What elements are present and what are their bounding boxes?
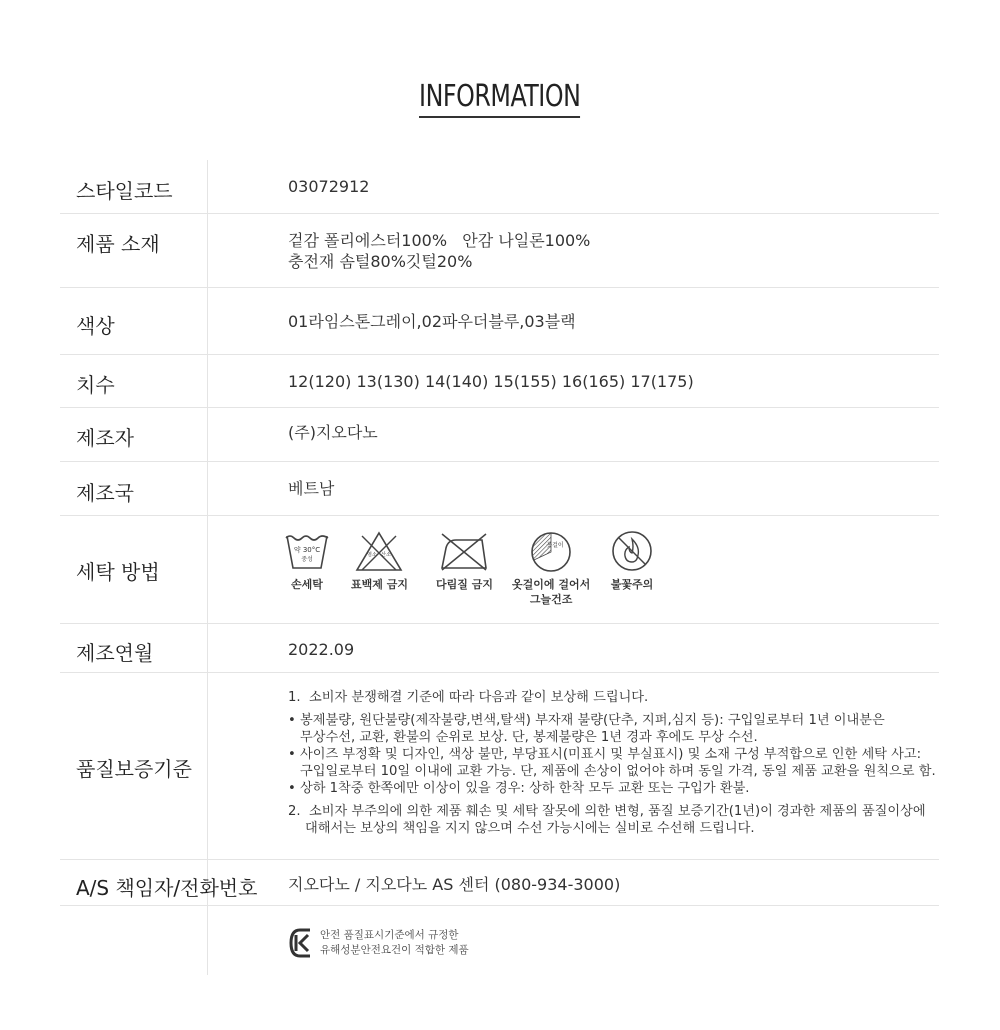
value-as: 지오다노 / 지오다노 AS 센터 (080-934-3000): [288, 875, 621, 894]
value-date: 2022.09: [288, 640, 355, 659]
row-style-code: [60, 160, 939, 214]
quality-bullet-2a: 사이즈 부정확 및 디자인, 색상 불만, 부당표시(미표시 및 부실표시) 및 소재 구성 부적합으로 인한 세탁 사고:: [300, 747, 922, 762]
kc-certification: [288, 926, 469, 960]
kc-line-1: 안전 품질표시기준에서 규정한: [320, 929, 459, 941]
label-color: 색상: [76, 314, 115, 338]
row-maker: [60, 408, 939, 462]
care-hand-wash: [284, 530, 330, 592]
caption-no-fire: 불꽃주의: [610, 578, 654, 591]
label-date: 제조연월: [76, 641, 154, 665]
no-bleach-icon: [354, 530, 404, 574]
quality-bullet-2: [288, 746, 938, 780]
hang-dry-hanger: 옷걸이: [546, 542, 564, 549]
kc-line-2: 유해성분안전요건이 적합한 제품: [320, 944, 469, 956]
kc-mark-icon: [288, 926, 314, 960]
page-title: [0, 80, 1000, 118]
no-fire-icon: [609, 530, 655, 574]
row-size: [60, 355, 939, 408]
value-style-code: 03072912: [288, 177, 370, 196]
label-as: A/S 책임자/전화번호: [76, 876, 258, 900]
care-no-fire: [609, 530, 655, 592]
quality-bullet-3a: 상하 1착중 한쪽에만 이상이 있을 경우: 상하 한착 모두 교환 또는 구입가 환불.: [300, 781, 750, 796]
kc-text: [320, 928, 469, 958]
label-country: 제조국: [76, 481, 134, 505]
quality-bullet-3: [288, 780, 938, 797]
material-line-1: 겉감 폴리에스터100% 안감 나일론100%: [288, 231, 591, 250]
row-as: [60, 860, 939, 906]
care-no-iron: [436, 530, 493, 592]
quality-item-2b: 대해서는 보상의 책임을 지지 않으며 수선 가능시에는 실비로 수선해 드립니다.: [305, 821, 755, 836]
no-bleach-oxygen: 산소: [381, 552, 392, 558]
caption-hang-dry-2: 그늘건조: [529, 593, 573, 606]
caption-hand-wash: 손세탁: [291, 578, 323, 591]
row-quality: [60, 673, 939, 860]
caption-no-bleach: 표백제 금지: [351, 578, 408, 591]
quality-text: [288, 689, 938, 837]
value-color: 01라임스톤그레이,02파우더블루,03블랙: [288, 312, 576, 331]
value-maker: (주)지오다노: [288, 423, 378, 442]
quality-item-2a: 2. 소비자 부주의에 의한 제품 훼손 및 세탁 잘못에 의한 변형, 품질 보증기간(1년)이 경과한 제품의 품질이상에: [288, 804, 926, 819]
label-material: 제품 소재: [76, 232, 160, 256]
caption-no-iron: 다림질 금지: [436, 578, 493, 591]
bullet-3: •: [288, 781, 296, 796]
bullet-2: •: [288, 747, 296, 762]
label-maker: 제조자: [76, 426, 134, 450]
row-color: [60, 288, 939, 355]
value-size: 12(120) 13(130) 14(140) 15(155) 16(165) 17(175): [288, 372, 694, 391]
quality-bullet-1: [288, 712, 938, 746]
material-line-2: 충전재 솜털80%깃털20%: [288, 252, 473, 271]
hand-wash-neutral: 중성: [301, 556, 313, 563]
no-bleach-chlorine: 염소: [367, 552, 378, 558]
no-iron-icon: [438, 530, 490, 574]
value-country: 베트남: [288, 479, 335, 498]
hang-dry-shade-icon: [528, 530, 574, 574]
quality-item-1: 1. 소비자 분쟁해결 기준에 따라 다음과 같이 보상해 드립니다.: [288, 690, 649, 705]
quality-item-2: [288, 803, 938, 837]
hand-wash-temp: 약 30°C: [293, 546, 321, 554]
label-size: 치수: [76, 373, 115, 397]
hand-wash-icon: [284, 530, 330, 574]
quality-bullet-1a: 봉제불량, 원단불량(제작불량,변색,탈색) 부자재 불량(단추, 지퍼,심지 등): 구입일로부터 1년 이내분은: [300, 713, 885, 728]
label-quality: 품질보증기준: [76, 757, 192, 781]
row-washing: [60, 516, 939, 624]
row-material: [60, 214, 939, 288]
row-kc: [60, 906, 939, 976]
quality-bullet-2b: 구입일로부터 10일 이내에 교환 가능. 단, 제품에 손상이 없어야 하며 동일 가격, 동일 제품 교환을 원칙으로 함.: [300, 764, 936, 779]
row-country: [60, 462, 939, 516]
care-hang-dry: [512, 530, 590, 607]
value-material: [288, 230, 590, 272]
bullet-1: •: [288, 713, 296, 728]
quality-bullet-1b: 무상수선, 교환, 환불의 순위로 보상. 단, 봉제불량은 1년 경과 후에도 무상 수선.: [300, 730, 758, 745]
care-no-bleach: [351, 530, 408, 592]
caption-hang-dry: [512, 577, 590, 607]
row-date: [60, 624, 939, 673]
info-table: [60, 160, 939, 976]
caption-hang-dry-1: 옷걸이에 걸어서: [512, 578, 591, 591]
label-style-code: 스타일코드: [76, 179, 173, 203]
label-washing: 세탁 방법: [76, 560, 160, 584]
page-title-text: INFORMATION: [419, 80, 580, 118]
